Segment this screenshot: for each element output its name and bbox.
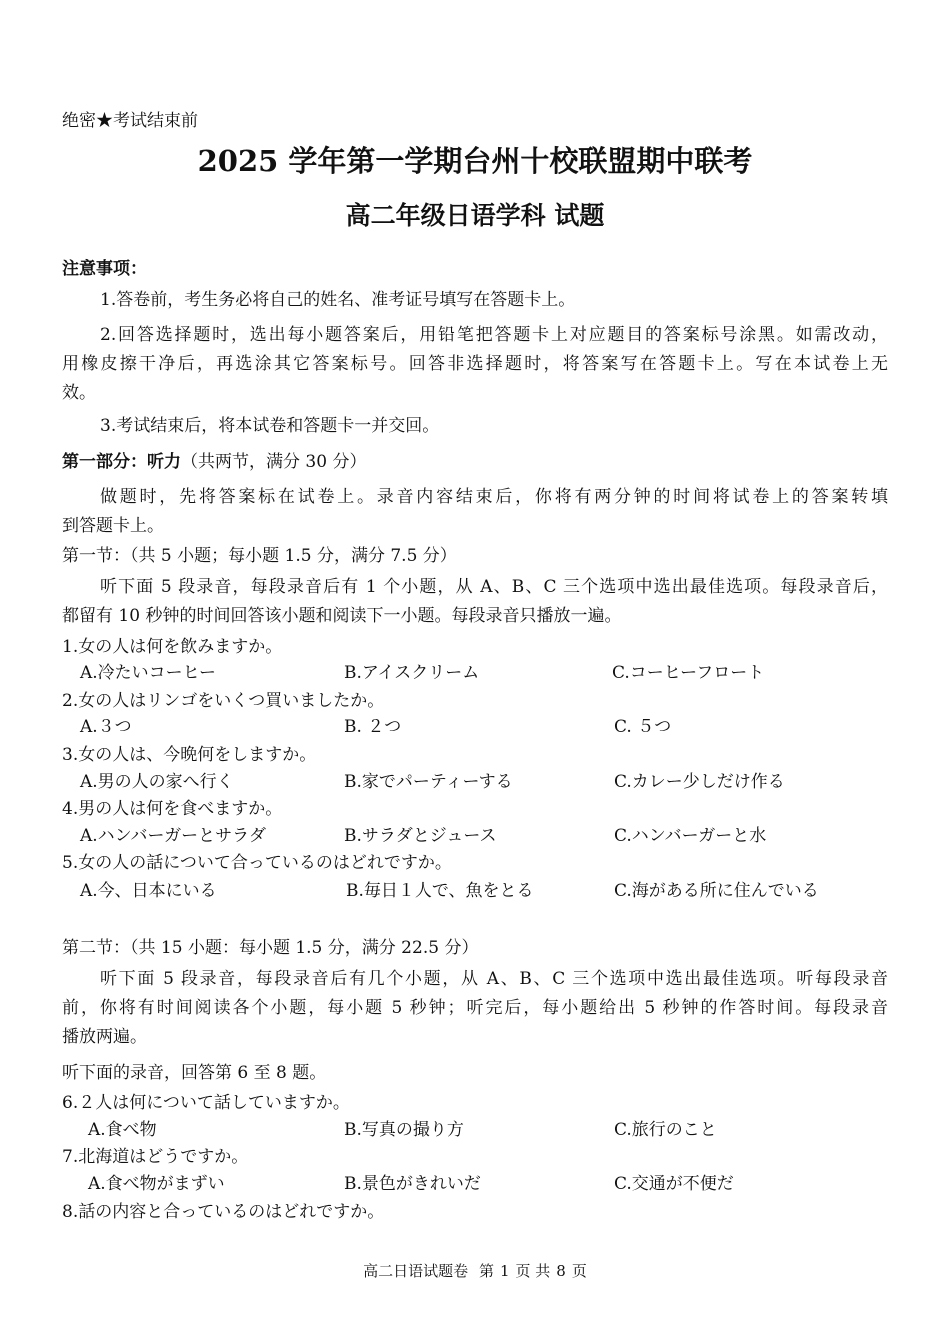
question-5: 5.女の人の話について合っているのはどれですか。 [62, 853, 452, 873]
section1-intro-line-2: 都留有 10 秒钟的时间回答该小题和阅读下一小题。每段录音只播放一遍。 [62, 606, 622, 626]
question-4-option-b: B.サラダとジュース [344, 826, 497, 846]
part1-heading-bold: 第一部分：听力 [62, 452, 181, 472]
question-4: 4.男の人は何を食べますか。 [62, 799, 283, 819]
question-5-option-b: B.毎日１人で、魚をとる [346, 881, 534, 901]
footer-page-suffix: 页 [571, 1262, 587, 1280]
exam-title: 2025 学年第一学期台州十校联盟期中联考 [197, 144, 753, 178]
question-6-option-a: A.食べ物 [88, 1120, 157, 1140]
part1-intro-line-1: 做题时，先将答案标在试卷上。录音内容结束后，你将有两分钟的时间将试卷上的答案转填 [100, 487, 888, 507]
question-2-option-a: A.３つ [80, 717, 132, 737]
question-1-option-a: A.冷たいコーヒー [80, 663, 217, 683]
part1-heading [62, 451, 366, 473]
question-6-option-c: C.旅行のこと [614, 1120, 717, 1140]
question-7-option-a: A.食べ物がまずい [88, 1174, 225, 1194]
question-1: 1.女の人は何を飲みますか。 [62, 637, 283, 657]
footer-paper-name: 高二日语试题卷 [363, 1262, 469, 1280]
question-7: 7.北海道はどうですか。 [62, 1147, 249, 1167]
question-2-option-c: C. ５つ [614, 717, 672, 737]
question-3-option-a: A.男の人の家へ行く [80, 772, 234, 792]
question-7-option-c: C.交通が不便だ [614, 1174, 734, 1194]
section2-heading: 第二节：（共 15 小题：每小题 1.5 分，满分 22.5 分） [62, 938, 479, 958]
question-1-option-c: C.コーヒーフロート [612, 663, 765, 683]
section2-intro-line-2: 前，你将有时间阅读各个小题，每小题 5 秒钟；听完后，每小题给出 5 秒钟的作答时间。每段录音 [62, 998, 888, 1018]
group-intro-6-8: 听下面的录音，回答第 6 至 8 题。 [62, 1063, 327, 1083]
footer-page-prefix: 第 [478, 1262, 494, 1280]
notice-item-2-line-3: 效。 [62, 383, 96, 403]
question-1-option-b: B.アイスクリーム [344, 663, 480, 683]
question-3-option-c: C.カレー少しだけ作る [614, 772, 785, 792]
question-5-option-a: A.今、日本にいる [80, 881, 217, 901]
section2-intro-line-3: 播放两遍。 [62, 1027, 147, 1047]
exam-subtitle: 高二年级日语学科 试题 [345, 201, 605, 230]
section1-heading: 第一节：（共 5 小题；每小题 1.5 分，满分 7.5 分） [62, 546, 457, 566]
part1-intro-line-2: 到答题卡上。 [62, 516, 164, 536]
footer-page-total: 8 [556, 1262, 566, 1280]
section1-intro-line-1: 听下面 5 段录音，每段录音后有 1 个小题，从 A、B、C 三个选项中选出最佳选项。每段录音后， [100, 577, 888, 597]
notice-item-3: 3.考试结束后，将本试卷和答题卡一并交回。 [100, 416, 440, 436]
notice-item-2-line-2: 用橡皮擦干净后，再选涂其它答案标号。回答非选择题时，将答案写在答题卡上。写在本试卷上无 [62, 354, 888, 374]
question-4-option-c: C.ハンバーガーと水 [614, 826, 767, 846]
page-footer [0, 1261, 950, 1281]
question-6-option-b: B.写真の撮り方 [344, 1120, 464, 1140]
section2-intro-line-1: 听下面 5 段录音，每段录音后有几个小题，从 A、B、C 三个选项中选出最佳选项。听每段录音 [100, 969, 888, 989]
question-5-option-c: C.海がある所に住んでいる [614, 881, 819, 901]
footer-page-number: 1 [499, 1262, 510, 1280]
question-2: 2.女の人はリンゴをいくつ買いましたか。 [62, 691, 385, 711]
question-2-option-b: B. ２つ [344, 717, 402, 737]
question-3-option-b: B.家でパーティーする [344, 772, 513, 792]
notice-item-2-line-1: 2.回答选择题时，选出每小题答案后，用铅笔把答题卡上对应题目的答案标号涂黑。如需改动， [100, 325, 888, 345]
footer-page-mid: 页 共 [515, 1262, 551, 1280]
question-6: 6.２人は何について話していますか。 [62, 1093, 350, 1113]
notice-item-1: 1.答卷前，考生务必将自己的姓名、准考证号填写在答题卡上。 [100, 290, 576, 310]
confidential-label: 绝密★考试结束前 [62, 111, 198, 131]
notice-heading: 注意事项： [62, 259, 147, 279]
question-4-option-a: A.ハンバーガーとサラダ [80, 826, 266, 846]
question-8: 8.話の内容と合っているのはどれですか。 [62, 1202, 385, 1222]
question-3: 3.女の人は、今晩何をしますか。 [62, 745, 317, 765]
question-7-option-b: B.景色がきれいだ [344, 1174, 481, 1194]
part1-heading-rest: （共两节，满分 30 分） [181, 452, 367, 472]
